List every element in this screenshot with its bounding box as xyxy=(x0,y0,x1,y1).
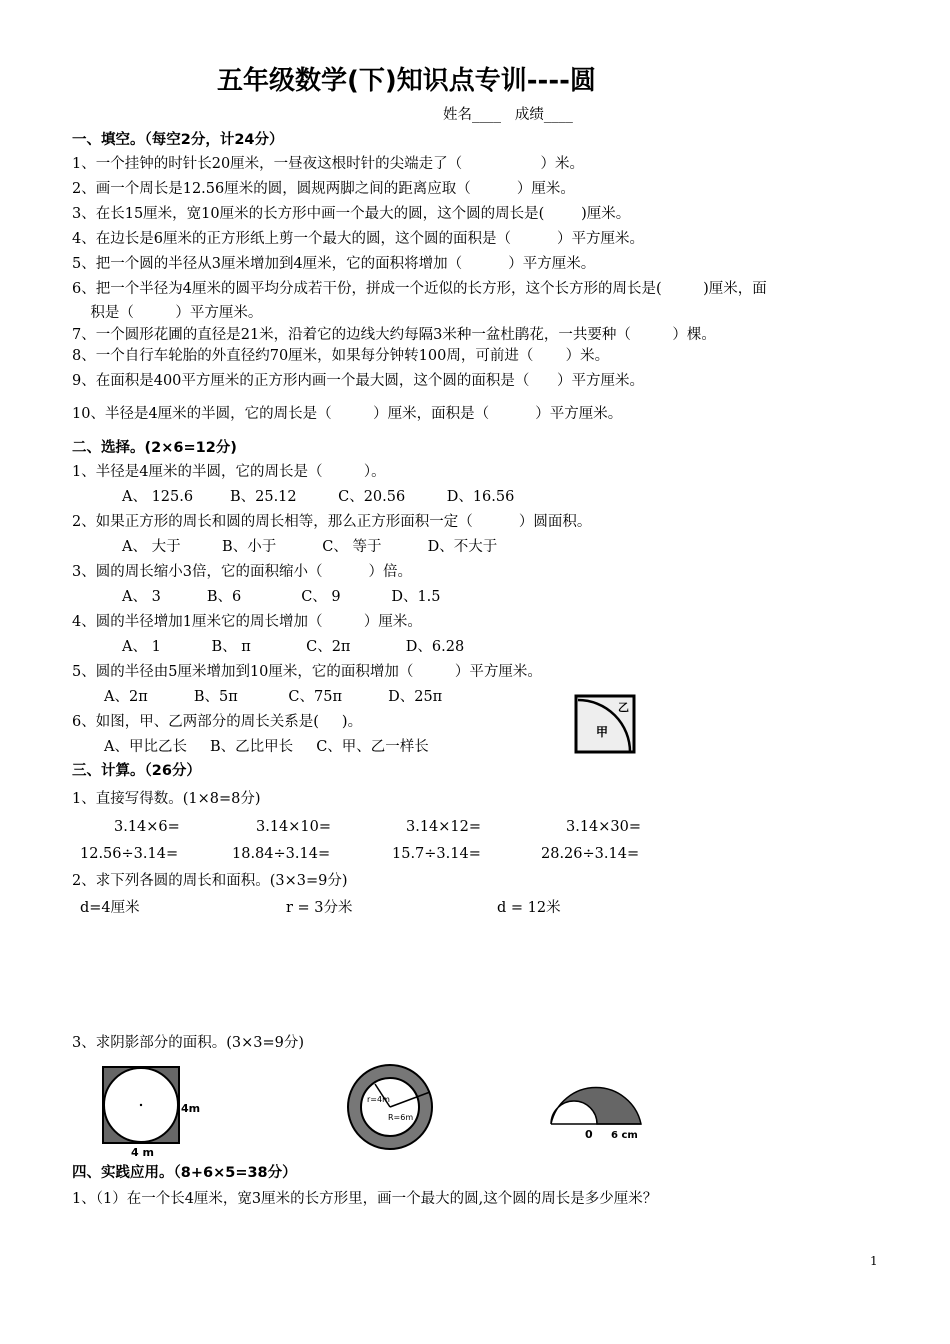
calc-r1-c4: 3.14×30= xyxy=(566,819,642,835)
fig3-origin-label: 0 xyxy=(585,1128,593,1141)
section2-heading: 二、选择。(2×6=12分) xyxy=(72,440,237,456)
choice-q1: 1、半径是4厘米的半圆，它的周长是（ ）。 xyxy=(72,464,386,480)
circle-1: d=4厘米 xyxy=(80,900,140,916)
calc-r1-c3: 3.14×12= xyxy=(406,819,482,835)
page-title: 五年级数学(下)知识点专训----圆 xyxy=(217,66,596,96)
choice-q6: 6、如图，甲、乙两部分的周长关系是( )。 xyxy=(72,714,363,730)
shaded-figure-semicircle xyxy=(545,1072,645,1142)
section3-heading: 三、计算。（26分） xyxy=(72,763,201,779)
calc-r1-c1: 3.14×6= xyxy=(114,819,180,835)
fill-q5: 5、把一个圆的半径从3厘米增加到4厘米，它的面积将增加（ ）平方厘米。 xyxy=(72,256,596,272)
fill-q6: 6、把一个半径为4厘米的圆平均分成若干份，拼成一个近似的长方形，这个长方形的周长是( )厘米，面 xyxy=(72,281,767,297)
fig1-bottom-label: 4 m xyxy=(131,1146,154,1159)
fig2-r-label: r=4m xyxy=(367,1095,390,1104)
circle-3: d = 12米 xyxy=(497,900,561,916)
choice-q2: 2、如果正方形的周长和圆的周长相等，那么正方形面积一定（ ）圆面积。 xyxy=(72,514,592,530)
jia-yi-figure xyxy=(574,694,636,754)
fill-q10: 10、半径是4厘米的半圆，它的周长是（ ）厘米，面积是（ ）平方厘米。 xyxy=(72,406,623,422)
calc-r2-c3: 15.7÷3.14= xyxy=(392,846,481,862)
fill-q9: 9、在面积是400平方厘米的正方形内画一个最大圆，这个圆的面积是（ ）平方厘米。 xyxy=(72,373,645,389)
choice-q4: 4、圆的半径增加1厘米它的周长增加（ ）厘米。 xyxy=(72,614,422,630)
choice-q4-options: A、 1 B、 π C、2π D、6.28 xyxy=(122,639,465,655)
page-number: 1 xyxy=(870,1254,878,1268)
fig3-length-label: 6 cm xyxy=(611,1130,638,1141)
choice-q3-options: A、 3 B、6 C、 9 D、1.5 xyxy=(122,589,441,605)
shaded-figure-ring xyxy=(345,1062,435,1152)
name-score-line: 姓名____ 成绩____ xyxy=(443,107,573,123)
fill-q2: 2、画一个周长是12.56厘米的圆，圆规两脚之间的距离应取（ ）厘米。 xyxy=(72,181,575,197)
calc-r2-c1: 12.56÷3.14= xyxy=(80,846,179,862)
yi-label: 乙 xyxy=(618,701,629,714)
fill-q1: 1、一个挂钟的时针长20厘米，一昼夜这根时针的尖端走了（ ）米。 xyxy=(72,156,585,172)
fill-q3: 3、在长15厘米，宽10厘米的长方形中画一个最大的圆，这个圆的周长是( )厘米。 xyxy=(72,206,631,222)
section1-heading: 一、填空。（每空2分，计24分） xyxy=(72,132,284,148)
fig1-side-label: 4m xyxy=(181,1102,201,1115)
fill-q7: 7、一个圆形花圃的直径是21米，沿着它的边线大约每隔3米种一盆杜鹃花，一共要种（ ）棵。 xyxy=(72,327,716,343)
choice-q3: 3、圆的周长缩小3倍，它的面积缩小（ ）倍。 xyxy=(72,564,413,580)
fill-q6-cont: 积是（ ）平方厘米。 xyxy=(72,305,263,321)
choice-q6-options: A、甲比乙长 B、乙比甲长 C、甲、乙一样长 xyxy=(104,739,429,755)
choice-q5-options: A、2π B、5π C、75π D、25π xyxy=(104,689,443,705)
calc-r2-c2: 18.84÷3.14= xyxy=(232,846,331,862)
calc-r2-c4: 28.26÷3.14= xyxy=(541,846,640,862)
calc-sub1: 1、直接写得数。(1×8=8分) xyxy=(72,791,261,807)
fill-q8: 8、一个自行车轮胎的外直径约70厘米，如果每分钟转100周，可前进（ ）米。 xyxy=(72,348,610,364)
practice-q1: 1、（1）在一个长4厘米，宽3厘米的长方形里，画一个最大的圆,这个圆的周长是多少厘米？ xyxy=(72,1191,658,1207)
choice-q1-options: A、 125.6 B、25.12 C、20.56 D、16.56 xyxy=(122,489,515,505)
fill-q4: 4、在边长是6厘米的正方形纸上剪一个最大的圆，这个圆的面积是（ ）平方厘米。 xyxy=(72,231,645,247)
fig2-R-label: R=6m xyxy=(388,1113,414,1122)
circle-2: r = 3分米 xyxy=(286,900,353,916)
choice-q2-options: A、 大于 B、小于 C、 等于 D、不大于 xyxy=(122,539,498,555)
choice-q5: 5、圆的半径由5厘米增加到10厘米，它的面积增加（ ）平方厘米。 xyxy=(72,664,542,680)
jia-label: 甲 xyxy=(596,725,609,739)
calc-sub2: 2、求下列各圆的周长和面积。(3×3=9分) xyxy=(72,873,348,889)
section4-heading: 四、实践应用。（8+6×5=38分） xyxy=(72,1165,297,1181)
calc-sub3: 3、求阴影部分的面积。(3×3=9分) xyxy=(72,1035,305,1051)
shaded-figure-square xyxy=(98,1064,208,1159)
calc-r1-c2: 3.14×10= xyxy=(256,819,332,835)
